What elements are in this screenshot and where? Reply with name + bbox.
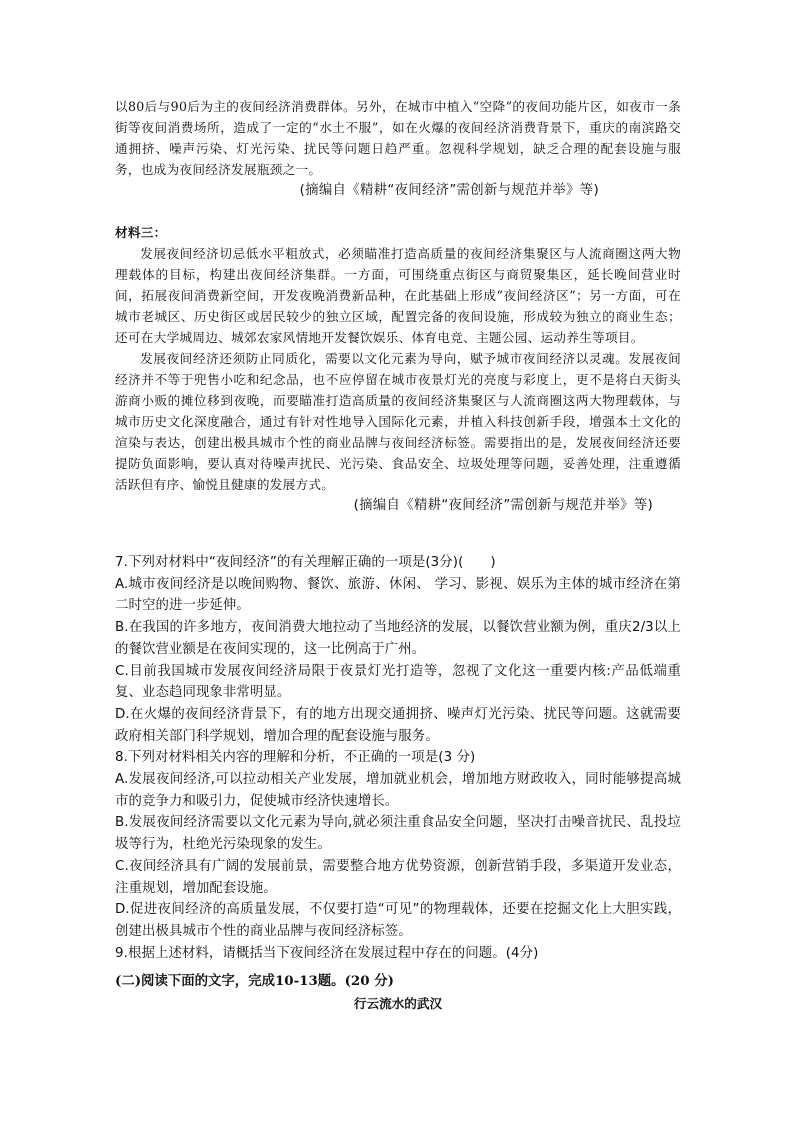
question-7-option-c: C.目前我国城市发展夜间经济局限于夜景灯光打造等，忽视了文化这一重要内核:产品低端重复、业态趋同现象非常明显。 <box>115 663 681 701</box>
question-7-option-b: B.在我国的许多地方，夜间消费大地拉动了当地经济的发展，以餐饮营业额为例，重庆2/3以上的餐饮营业额是在夜间实现的，这一比例高于广州。 <box>115 620 681 657</box>
question-7-option-a: A.城市夜间经济是以晚间购物、餐饮、旅游、休闲、 学习、影视、娱乐为主体的城市经济在第二时空的进一步延伸。 <box>115 576 681 614</box>
material-three-paragraph-1: 发展夜间经济切忌低水平粗放式，必须瞄准打造高质量的夜间经济集聚区与人流商圈这两大物理载体的目标，构建出夜间经济集群。一方面，可围绕重点街区与商贸聚集区，延长晚间营业时间，拓展夜间消费新空间，开发夜晚消费新品种，在此基础上形成“夜间经济区”；另一方面，可在城市老城区、历史街区或居民较少的独立区域，配置完备的夜间设施，形成较为独立的商业生态；还可在大学城周边、城郊农家风情地开发餐饮娱乐、体育电竞、主题公园、运动养生等项目。 <box>115 246 681 345</box>
question-7-option-d: D.在火爆的夜间经济背景下，有的地方出现交通拥挤、噪声灯光污染、扰民等问题。这就需要政府相关部门科学规划，增加合理的配套设施与服务。 <box>115 706 681 744</box>
material-three-heading: 材料三： <box>115 225 167 240</box>
question-8-option-c: C.夜间经济具有广阔的发展前景，需要整合地方优势资源，创新营销手段，多渠道开发业态，注重规划，增加配套设施。 <box>115 858 681 896</box>
question-8-option-b: B.发展夜间经济需要以文化元素为导向,就必须注重食品安全问题，坚决打击噪音扰民、乱投垃圾等行为，杜绝光污染现象的发生。 <box>115 815 681 853</box>
questions-block <box>115 552 681 964</box>
material-two-source: (摘编自《精耕“夜间经济”需创新与规范并举》等) <box>299 183 599 198</box>
question-8-option-a: A.发展夜间经济,可以拉动相关产业发展，增加就业机会，增加地方财政收入，同时能够提高城市的竞争力和吸引力，促使城市经济快速增长。 <box>115 772 681 809</box>
reading-title: 行云流水的武汉 <box>353 996 443 1011</box>
section-two-heading: (二)阅读下面的文字，完成10-13题。(20 分) <box>115 973 394 989</box>
question-7: 7.下列对材料中“夜间经济”的有关理解正确的一项是(3分)( ) <box>115 555 496 570</box>
material-three <box>115 222 681 516</box>
material-two-tail <box>115 96 681 201</box>
material-three-source: (摘编自《精耕“夜间经济”需创新与规范并举》等) <box>353 498 653 513</box>
question-9: 9.根据上述材料，请概括当下夜间经济在发展过程中存在的问题。(4分) <box>115 945 539 961</box>
question-8: 8.下列对材料相关内容的理解和分析，不正确的一项是(3 分) <box>115 750 476 766</box>
question-8-option-d: D.促进夜间经济的高质量发展，不仅要打造“可见”的物理载体，还要在挖掘文化上大胆实践，创建出极具城市个性的商业品牌与夜间经济标签。 <box>115 902 681 939</box>
material-three-paragraph-2: 发展夜间经济还须防止同质化，需要以文化元素为导向，赋予城市夜间经济以灵魂。发展夜间经济并不等于兜售小吃和纪念品，也不应停留在城市夜景灯光的亮度与彩度上，更不是将白天街头游商小贩的摊位移到夜晚，而要瞄准打造高质量的夜间经济集聚区与人流商圈这两大物理载体，与城市历史文化深度融合，通过有针对性地导入国际化元素，并植入科技创新手段，增强本土文化的渲染与表达，创建出极具城市个性的商业品牌与夜间经济标签。需要指出的是，发展夜间经济还要提防负面影响，要认真对待噪声扰民、光污染、食品安全、垃圾处理等问题，妥善处理，注重遵循活跃但有序、愉悦且健康的发展方式。 <box>115 351 681 492</box>
material-two-tail-paragraph: 以80后与90后为主的夜间经济消费群体。另外，在城市中植入“空降”的夜间功能片区，如夜市一条街等夜间消费场所，造成了一定的“水土不服”，如在火爆的夜间经济消费背景下，重庆的南滨路交通拥挤、噪声污染、灯光污染、扰民等问题日趋严重。忽视科学规划，缺乏合理的配套设施与服务，也成为夜间经济发展瓶颈之一。 <box>115 99 681 177</box>
